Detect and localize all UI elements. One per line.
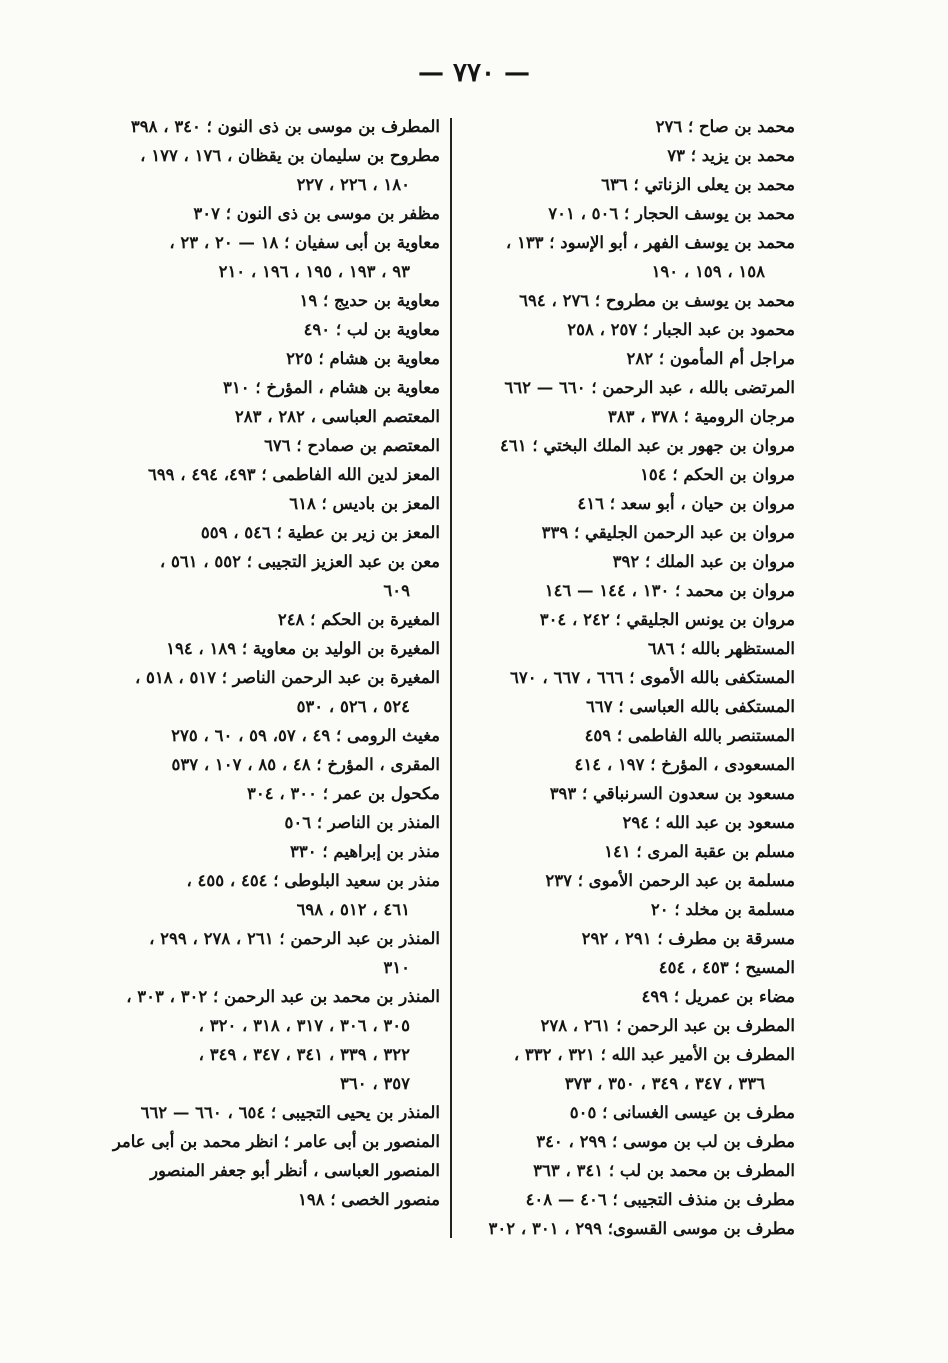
index-entry: مظفر بن موسى بن ذى النون ؛ ٣٠٧ [193,204,440,223]
index-entry: ٣٠٥ ، ٣٠٦ ، ٣١٧ ، ٣١٨ ، ٣٢٠ ، [198,1016,410,1035]
index-entry: ١٨٠ ، ٢٢٦ ، ٢٢٧ [296,175,410,194]
index-entry: مروان بن جهور بن عبد الملك البختي ؛ ٤٦١ [500,436,795,455]
index-entry: المطرف بن موسى بن ذى النون ؛ ٣٤٠ ، ٣٩٨ [130,117,440,136]
index-entry: المقرى ، المؤرخ ؛ ٤٨ ، ٨٥ ، ١٠٧ ، ٥٣٧ [171,755,440,774]
index-entry: محمد بن يوسف الفهر ، أبو الإسود ؛ ١٣٣ ، [505,233,795,252]
index-entry: ٥٢٤ ، ٥٢٦ ، ٥٣٠ [296,697,410,716]
index-entry: مسعود بن عبد الله ؛ ٢٩٤ [622,813,795,832]
index-entry: المنصور العباسى ، أنظر أبو جعفر المنصور [150,1161,440,1180]
index-entry: المطرف بن محمد بن لب ؛ ٣٤١ ، ٣٦٣ [533,1161,795,1180]
index-entry: المنصور بن أبى عامر ؛ انظر محمد بن أبى عامر [112,1132,440,1151]
index-entry: مطرف بن موسى القسوى؛ ٢٩٩ ، ٣٠١ ، ٣٠٢ [488,1219,795,1238]
index-entry: مروان بن يونس الجليقي ؛ ٢٤٢ ، ٣٠٤ [539,610,795,629]
index-entry: المستكفى بالله العباسى ؛ ٦٦٧ [586,697,795,716]
index-entry: المنذر بن عبد الرحمن ؛ ٢٦١ ، ٢٧٨ ، ٢٩٩ ، [149,929,440,948]
index-entry: المطرف بن عبد الرحمن ؛ ٢٦١ ، ٢٧٨ [540,1016,795,1035]
index-entry: المنذر بن محمد بن عبد الرحمن ؛ ٣٠٢ ، ٣٠٣ ، [126,987,440,1006]
index-entry: مروان بن عبد الملك ؛ ٣٩٢ [612,552,795,571]
index-entry: ٦٠٩ [383,581,410,600]
index-entry: المعز لدين الله الفاطمى ؛ ٤٩٣، ٤٩٤ ، ٦٩٩ [147,465,440,484]
index-entry: مكحول بن عمر ؛ ٣٠٠ ، ٣٠٤ [247,784,440,803]
index-entry: ٣٣٦ ، ٣٤٧ ، ٣٤٩ ، ٣٥٠ ، ٣٧٣ [564,1074,765,1093]
index-entry: المعتصم بن صمادح ؛ ٦٧٦ [264,436,440,455]
index-entry: محمد بن يزيد ؛ ٧٣ [667,146,795,165]
index-entry: مسلم بن عقبة المرى ؛ ١٤١ [604,842,795,861]
index-entry: المطرف بن الأمير عبد الله ؛ ٣٢١ ، ٣٣٢ ، [513,1045,795,1064]
index-entry: معاوية بن حديج ؛ ١٩ [299,291,440,310]
index-entry: مروان بن عبد الرحمن الجليقي ؛ ٣٣٩ [541,523,795,542]
index-entry: ٩٣ ، ١٩٣ ، ١٩٥ ، ١٩٦ ، ٢١٠ [218,262,410,281]
index-entry: ٣٢٢ ، ٣٣٩ ، ٣٤١ ، ٣٤٧ ، ٣٤٩ ، [198,1045,410,1064]
index-entry: مضاء بن عمريل ؛ ٤٩٩ [641,987,795,1006]
index-entry: ٣١٠ [383,958,410,977]
index-entry: منذر بن سعيد البلوطى ؛ ٤٥٤ ، ٤٥٥ ، [186,871,440,890]
index-entry: المستظهر بالله ؛ ٦٨٦ [647,639,795,658]
index-entry: مطرف بن منذف التجيبى ؛ ٤٠٦ — ٤٠٨ [525,1190,795,1209]
index-entry: المستنصر بالله الفاطمى ؛ ٤٥٩ [584,726,795,745]
index-entry: محمد بن صاح ؛ ٢٧٦ [655,117,795,136]
index-entry: محمد بن يوسف الحجار ؛ ٥٠٦ ، ٧٠١ [548,204,795,223]
index-entry: المسيح ؛ ٤٥٣ ، ٤٥٤ [658,958,795,977]
index-column-right [460,112,795,1243]
index-entry: مراجل أم المأمون ؛ ٢٨٢ [626,349,795,368]
index-entry: مغيث الرومى ؛ ٤٩ ، ٥٧، ٥٩ ، ٦٠ ، ٢٧٥ [171,726,440,745]
index-entry: معن بن عبد العزيز التجيبى ؛ ٥٥٢ ، ٥٦١ ، [159,552,440,571]
index-entry: مسلمة بن مخلد ؛ ٢٠ [650,900,795,919]
index-column-left [104,112,440,1214]
index-entry: المنذر بن يحيى التجيبى ؛ ٦٥٤ ، ٦٦٠ — ٦٦٢ [140,1103,440,1122]
index-entry: ١٥٨ ، ١٥٩ ، ١٩٠ [651,262,765,281]
index-entry: مروان بن محمد ؛ ١٣٠ ، ١٤٤ — ١٤٦ [544,581,795,600]
index-entry: المعز بن باديس ؛ ٦١٨ [289,494,440,513]
index-entry: ٣٥٧ ، ٣٦٠ [339,1074,410,1093]
index-entry: محمد بن يوسف بن مطروح ؛ ٢٧٦ ، ٦٩٤ [519,291,795,310]
index-entry: المسعودى ، المؤرخ ؛ ١٩٧ ، ٤١٤ [574,755,795,774]
index-entry: المعتصم العباسى ، ٢٨٢ ، ٢٨٣ [234,407,440,426]
index-entry: مطروح بن سليمان بن يقظان ، ١٧٦ ، ١٧٧ ، [140,146,440,165]
index-entry: المعز بن زير بن عطية ؛ ٥٤٦ ، ٥٥٩ [200,523,440,542]
index-entry: المنذر بن الناصر ؛ ٥٠٦ [284,813,440,832]
index-entry: ٤٦١ ، ٥١٢ ، ٦٩٨ [296,900,410,919]
index-entry: معاوية بن هشام ، المؤرخ ؛ ٣١٠ [223,378,440,397]
index-entry: معاوية بن أبى سفيان ؛ ١٨ — ٢٠ ، ٢٣ ، [169,233,440,252]
index-entry: مطرف بن عيسى الغسانى ؛ ٥٠٥ [569,1103,795,1122]
index-entry: مروان بن حيان ، أبو سعد ؛ ٤١٦ [577,494,795,513]
index-entry: المرتضى بالله ، عبد الرحمن ؛ ٦٦٠ — ٦٦٢ [504,378,795,397]
index-entry: المغيرة بن الوليد بن معاوية ؛ ١٨٩ ، ١٩٤ [166,639,440,658]
index-entry: منذر بن إبراهيم ؛ ٣٣٠ [290,842,440,861]
index-entry: المستكفى بالله الأموى ؛ ٦٦٦ ، ٦٦٧ ، ٦٧٠ [510,668,795,687]
column-divider [450,118,452,1238]
index-entry: مرجان الرومية ؛ ٣٧٨ ، ٣٨٣ [607,407,795,426]
page-number: — ٧٧٠ — [417,58,531,88]
index-entry: معاوية بن هشام ؛ ٢٢٥ [286,349,440,368]
index-entry: معاوية بن لب ؛ ٤٩٠ [303,320,440,339]
index-entry: مسعود بن سعدون السرنباقي ؛ ٣٩٣ [549,784,795,803]
index-entry: محمود بن عبد الجبار ؛ ٢٥٧ ، ٢٥٨ [567,320,795,339]
index-entry: المغيرة بن عبد الرحمن الناصر ؛ ٥١٧ ، ٥١٨ ، [134,668,440,687]
index-entry: منصور الخصى ؛ ١٩٨ [297,1190,440,1209]
index-entry: مسرقة بن مطرف ؛ ٢٩١ ، ٢٩٢ [581,929,795,948]
index-entry: مطرف بن لب بن موسى ؛ ٢٩٩ ، ٣٤٠ [536,1132,795,1151]
index-entry: المغيرة بن الحكم ؛ ٢٤٨ [277,610,440,629]
index-entry: مسلمة بن عبد الرحمن الأموى ؛ ٢٣٧ [545,871,795,890]
index-entry: محمد بن يعلى الزناتي ؛ ٦٣٦ [601,175,795,194]
index-entry: مروان بن الحكم ؛ ١٥٤ [640,465,795,484]
